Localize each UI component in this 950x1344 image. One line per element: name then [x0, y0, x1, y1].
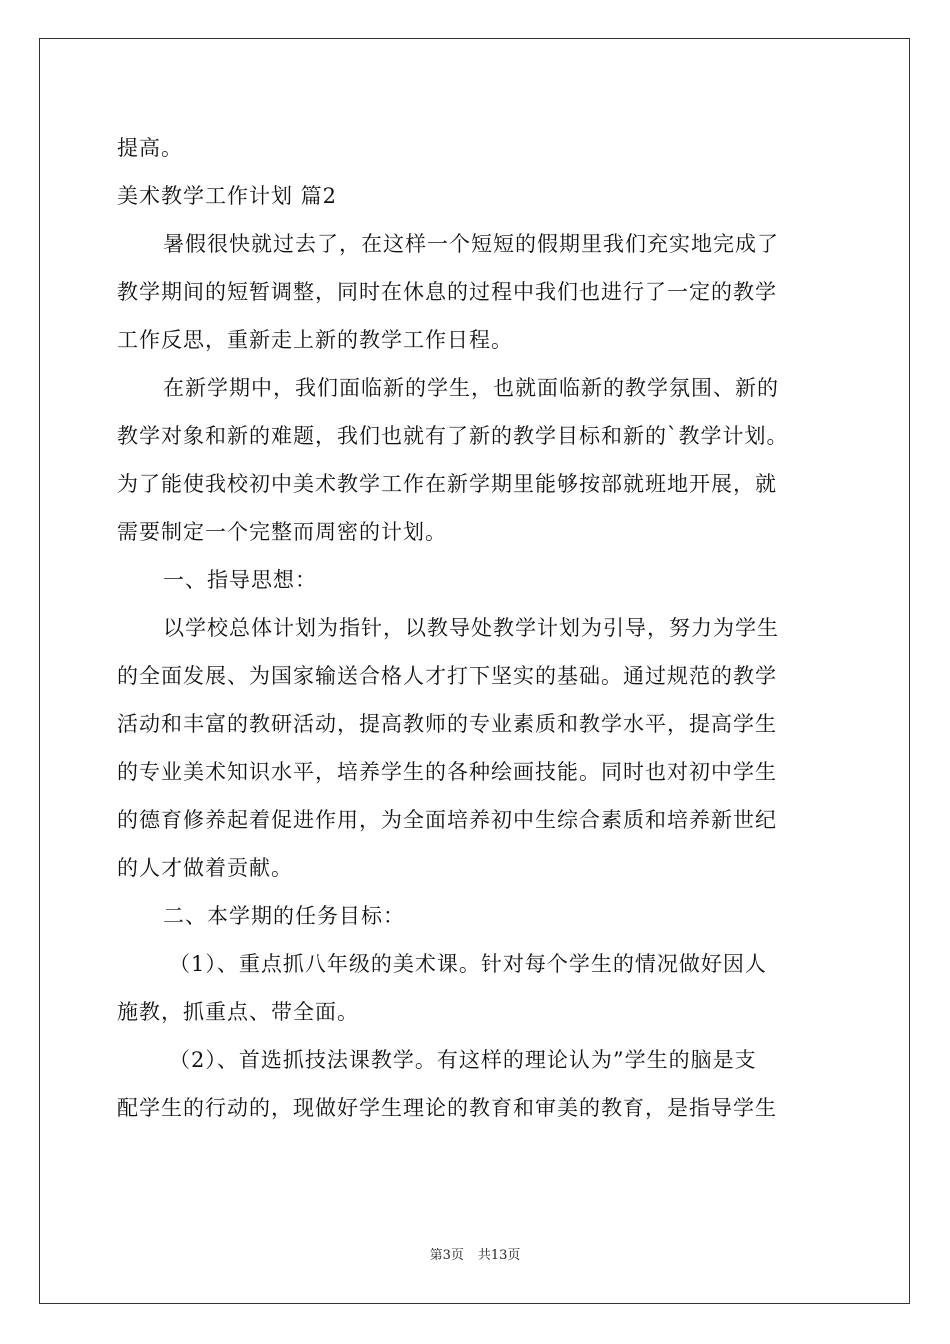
section-heading: 美术教学工作计划 篇2 [117, 184, 338, 208]
paragraph-line: （1）、重点抓八年级的美术课。针对每个学生的情况做好因人 [169, 952, 767, 976]
paragraph-line: 以学校总体计划为指针，以教导处教学计划为引导，努力为学生 [163, 616, 779, 640]
paragraph-line: 教学期间的短暂调整，同时在休息的过程中我们也进行了一定的教学 [117, 280, 777, 304]
paragraph-line: 的全面发展、为国家输送合格人才打下坚实的基础。通过规范的教学 [117, 664, 777, 688]
paragraph-line: 需要制定一个完整而周密的计划。 [117, 520, 447, 544]
paragraph-line: 教学对象和新的难题，我们也就有了新的教学目标和新的`教学计划。 [117, 424, 789, 448]
page-footer [0, 1248, 950, 1264]
subheading: 一、指导思想： [163, 568, 317, 592]
paragraph-line: 暑假很快就过去了，在这样一个短短的假期里我们充实地完成了 [163, 232, 779, 256]
paragraph-line: 在新学期中，我们面临新的学生，也就面临新的教学氛围、新的 [163, 376, 779, 400]
subheading: 二、本学期的任务目标： [163, 904, 405, 928]
paragraph-line: （2）、首选抓技法课教学。有这样的理论认为”学生的脑是支 [169, 1048, 757, 1072]
document-body [117, 130, 837, 1126]
paragraph-line: 工作反思，重新走上新的教学工作日程。 [117, 328, 513, 352]
paragraph-line: 活动和丰富的教研活动，提高教师的专业素质和教学水平，提高学生 [117, 712, 777, 736]
paragraph-line: 的专业美术知识水平，培养学生的各种绘画技能。同时也对初中学生 [117, 760, 777, 784]
page-total: 共13页 [477, 1248, 521, 1263]
page-number: 第3页 [429, 1248, 464, 1263]
paragraph-line: 配学生的行动的，现做好学生理论的教育和审美的教育，是指导学生 [117, 1096, 777, 1120]
paragraph-line: 的人才做着贡献。 [117, 856, 293, 880]
text-line: 提高。 [117, 136, 183, 160]
paragraph-line: 施教，抓重点、带全面。 [117, 1000, 359, 1024]
paragraph-line: 的德育修养起着促进作用，为全面培养初中生综合素质和培养新世纪 [117, 808, 777, 832]
paragraph-line: 为了能使我校初中美术教学工作在新学期里能够按部就班地开展，就 [117, 472, 777, 496]
